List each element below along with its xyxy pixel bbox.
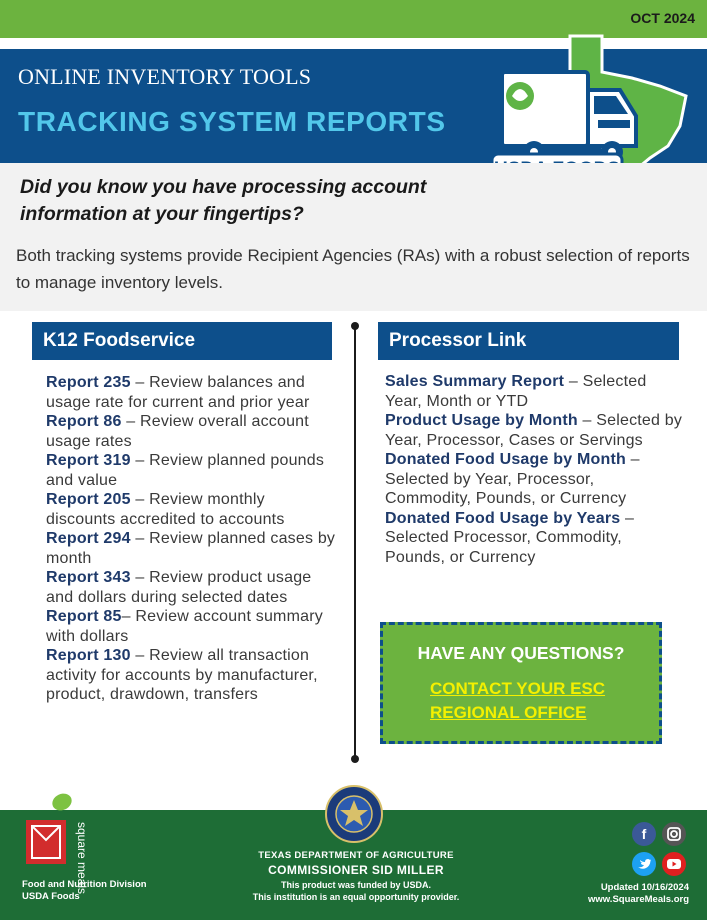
report-desc: – Review all transaction activity for accounts by manufacturer, product, drawdown, transfers bbox=[46, 647, 318, 703]
report-name: Report 85 bbox=[46, 608, 122, 625]
report-name: Donated Food Usage by Month bbox=[385, 451, 626, 468]
footer-right-block bbox=[588, 882, 689, 906]
list-item bbox=[46, 646, 336, 705]
report-name: Report 86 bbox=[46, 413, 122, 430]
list-item bbox=[385, 450, 685, 509]
footer-center-block bbox=[230, 850, 482, 903]
youtube-icon[interactable] bbox=[662, 852, 686, 876]
column-divider bbox=[354, 326, 356, 758]
processor-report-list bbox=[385, 372, 685, 567]
k12-report-list bbox=[46, 373, 336, 705]
list-item bbox=[46, 607, 336, 646]
footer-commissioner: COMMISSIONER SID MILLER bbox=[268, 863, 444, 877]
report-desc: – Selected by Year, Processor, Commodity, Pounds, or Currency bbox=[385, 451, 640, 507]
divider-top-dot bbox=[351, 322, 359, 330]
list-item bbox=[46, 529, 336, 568]
report-desc: – Review planned pounds and value bbox=[46, 452, 325, 489]
report-name: Product Usage by Month bbox=[385, 412, 578, 429]
issue-date: OCT 2024 bbox=[630, 10, 695, 26]
report-name: Sales Summary Report bbox=[385, 373, 565, 390]
footer-department: TEXAS DEPARTMENT OF AGRICULTURE bbox=[258, 850, 454, 861]
contact-esc-link-line1[interactable]: CONTACT YOUR ESC bbox=[430, 679, 606, 698]
report-name: Report 235 bbox=[46, 374, 131, 391]
square-meals-wordmark: square meals bbox=[75, 822, 89, 895]
report-name: Report 294 bbox=[46, 530, 131, 547]
divider-bottom-dot bbox=[351, 755, 359, 763]
usda-foods-truck-logo bbox=[490, 34, 690, 184]
footer-division-block bbox=[22, 879, 147, 903]
report-desc: – Review account summary with dollars bbox=[46, 608, 323, 645]
intro-paragraph: Both tracking systems provide Recipient Agencies (RAs) with a robust selection of reports to manage inventory levels. bbox=[16, 246, 690, 292]
report-name: Report 319 bbox=[46, 452, 131, 469]
report-desc: – Review monthly discounts accredited to accounts bbox=[46, 491, 285, 528]
tda-seal-icon bbox=[322, 784, 386, 844]
report-name: Report 130 bbox=[46, 647, 131, 664]
title-line-2: TRACKING SYSTEM REPORTS bbox=[18, 106, 446, 137]
intro-question: Did you know you have processing account information at your fingertips? bbox=[20, 176, 427, 225]
footer-program: USDA Foods bbox=[22, 891, 80, 902]
report-desc: – Review balances and usage rate for current and prior year bbox=[46, 374, 310, 411]
footer-website[interactable]: www.SquareMeals.org bbox=[587, 894, 689, 905]
report-name: Report 343 bbox=[46, 569, 131, 586]
list-item bbox=[46, 412, 336, 451]
instagram-icon[interactable] bbox=[662, 822, 686, 846]
report-desc: – Selected by Year, Processor, Cases or Servings bbox=[385, 412, 683, 449]
title-line-1: ONLINE INVENTORY TOOLS bbox=[18, 64, 312, 89]
list-item bbox=[385, 411, 685, 450]
report-desc: – Review planned cases by month bbox=[46, 530, 336, 567]
twitter-icon[interactable] bbox=[632, 852, 656, 876]
list-item bbox=[385, 372, 685, 411]
facebook-icon[interactable]: f bbox=[632, 822, 656, 846]
report-desc: – Selected Year, Month or YTD bbox=[385, 373, 647, 410]
list-item bbox=[46, 490, 336, 529]
footer-updated: Updated 10/16/2024 bbox=[600, 882, 689, 893]
k12-heading: K12 Foodservice bbox=[32, 322, 332, 360]
report-name: Donated Food Usage by Years bbox=[385, 509, 621, 527]
contact-esc-link-line2[interactable]: REGIONAL OFFICE bbox=[430, 703, 587, 722]
footer-division: Food and Nutrition Division bbox=[22, 879, 147, 890]
footer-equal-opportunity: This institution is an equal opportunity provider. bbox=[252, 892, 460, 902]
list-item bbox=[385, 509, 685, 568]
report-desc: – Review product usage and dollars during selected dates bbox=[46, 569, 312, 606]
list-item bbox=[46, 451, 336, 490]
questions-callout bbox=[380, 622, 662, 744]
footer-funded: This product was funded by USDA. bbox=[280, 880, 431, 890]
report-name: Report 205 bbox=[46, 491, 131, 508]
report-desc: – Selected Processor, Commodity, Pounds, or Currency bbox=[385, 509, 635, 566]
list-item bbox=[46, 373, 336, 412]
processor-link-heading: Processor Link bbox=[378, 322, 679, 360]
questions-title: HAVE ANY QUESTIONS? bbox=[417, 643, 625, 663]
report-desc: – Review overall account usage rates bbox=[46, 413, 309, 450]
top-green-bar bbox=[0, 0, 707, 38]
list-item bbox=[46, 568, 336, 607]
